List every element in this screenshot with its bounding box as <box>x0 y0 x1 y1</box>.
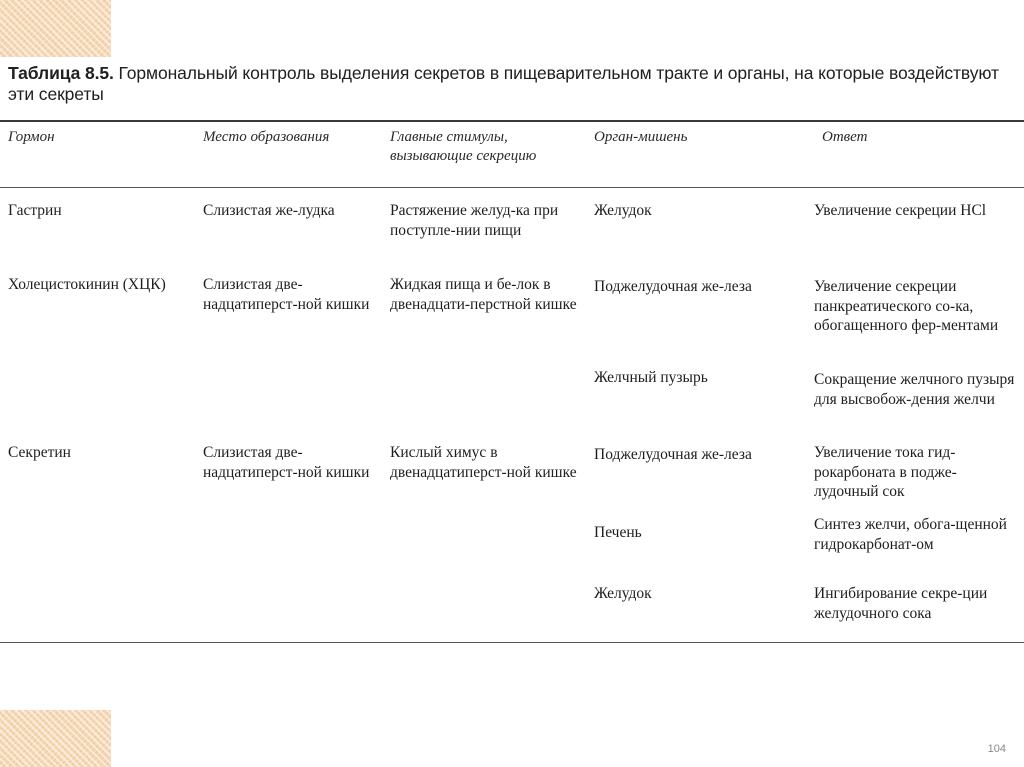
cell-target-organ: Желчный пузырь <box>594 369 708 386</box>
table-caption-text: Гормональный контроль выделения секретов в пищеварительном тракте и органы, на которые воздействуют эти секреты <box>8 63 999 104</box>
cell-responses <box>814 275 1020 430</box>
cell-target-organ: Печень <box>594 524 642 541</box>
cell-response: Синтез желчи, обога-щенной гидрокарбонат-ом <box>814 516 1007 553</box>
cell-site: Слизистая две-надцатиперст-ной кишки <box>203 444 370 481</box>
decorative-corner-bottom <box>0 710 111 767</box>
table-caption <box>8 63 1016 105</box>
table-header-rule <box>0 187 1024 188</box>
cell-target-organs <box>594 275 804 430</box>
table-caption-label: Таблица 8.5. <box>8 63 114 83</box>
table-top-rule <box>0 120 1024 122</box>
header-response: Ответ <box>822 129 868 145</box>
cell-site: Слизистая две-надцатиперст-ной кишки <box>203 276 370 313</box>
decorative-corner-top <box>0 0 111 57</box>
header-target: Орган-мишень <box>594 129 688 145</box>
cell-hormone: Секретин <box>8 444 71 461</box>
cell-stimuli: Кислый химус в двенадцатиперст-ной кишке <box>390 444 577 481</box>
cell-response: Ингибирование секре-ции желудочного сока <box>814 585 988 622</box>
slide-number: 104 <box>987 743 1006 755</box>
cell-responses <box>814 443 1020 633</box>
table-row-secretin <box>0 443 1024 633</box>
cell-target-organ: Желудок <box>594 585 652 602</box>
cell-response: Увеличение тока гид-рокарбоната в подже-лудочный сок <box>814 444 957 500</box>
cell-site: Слизистая же-лудка <box>203 202 335 219</box>
header-stimuli: Главные стимулы, вызывающие секрецию <box>390 129 537 164</box>
table-row-cck <box>0 275 1024 430</box>
cell-hormone: Холецистокинин (ХЦК) <box>8 276 166 293</box>
cell-target-organ: Поджелудочная же-леза <box>594 446 752 463</box>
cell-target-organs <box>594 443 804 633</box>
header-hormone: Гормон <box>8 129 55 145</box>
table-bottom-rule <box>0 642 1024 643</box>
table-row-gastrin <box>0 201 1024 261</box>
cell-response: Увеличение секреции HCl <box>814 202 987 219</box>
cell-stimuli: Жидкая пища и бе-лок в двенадцати-перстной кишке <box>390 276 577 313</box>
cell-response: Сокращение желчного пузыря для высвобож-дения желчи <box>814 371 1015 408</box>
cell-response: Увеличение секреции панкреатического со-ка, обогащенного фер-ментами <box>814 278 999 334</box>
table-header <box>0 128 1024 182</box>
cell-target-organ: Желудок <box>594 202 652 219</box>
cell-stimuli: Растяжение желуд-ка при поступле-нии пищи <box>390 202 559 239</box>
header-site: Место образования <box>203 129 330 145</box>
cell-target-organ: Поджелудочная же-леза <box>594 278 752 295</box>
cell-hormone: Гастрин <box>8 202 62 219</box>
